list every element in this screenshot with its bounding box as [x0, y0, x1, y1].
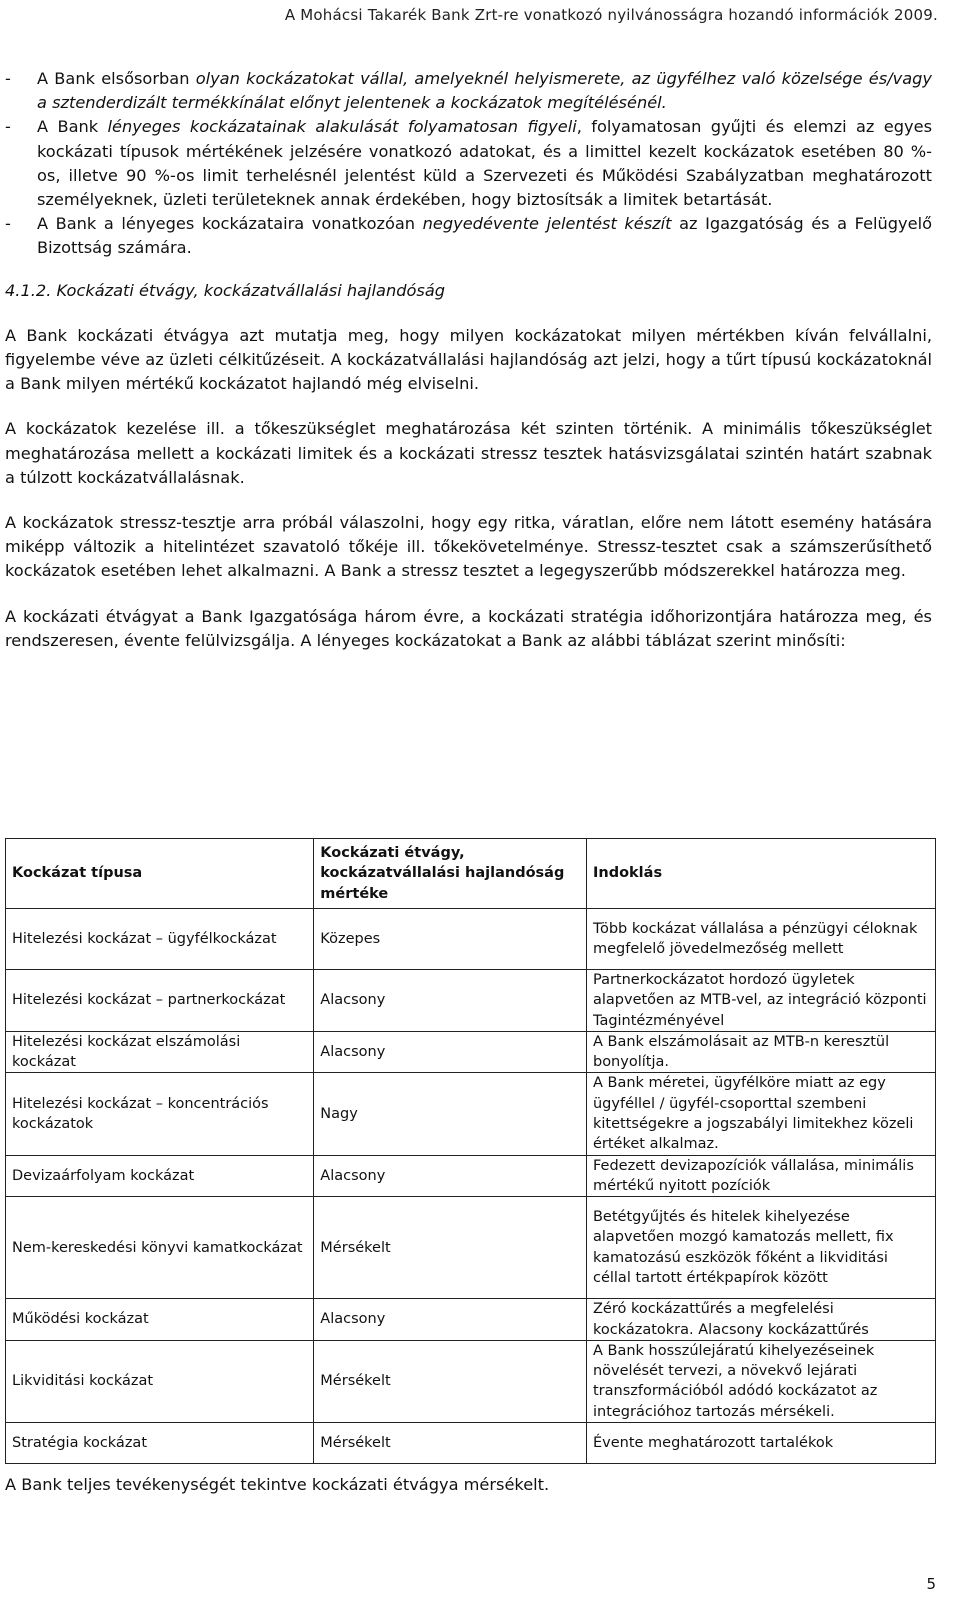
appetite-cell: Alacsony: [314, 1299, 587, 1341]
section-number: 4.1.2.: [5, 280, 52, 300]
table-row: [6, 970, 936, 1032]
reason-cell: Zéró kockázattűrés a megfelelési kockázatokra. Alacsony kockázattűrés: [586, 1299, 935, 1341]
bullet-item: [5, 115, 932, 212]
risk-type-cell: Stratégia kockázat: [6, 1423, 314, 1464]
paragraph: A kockázatok kezelése ill. a tőkeszükséglet meghatározása két szinten történik. A minimális tőkeszükséglet meghatározása mellett a kockázati limitek és a kockázati stressz tesztek hatásvizsgálatai szintén határt szabnak a túlzott kockázatvállalásnak.: [5, 419, 932, 487]
bullet-text-italic: olyan kockázatokat vállal, amelyeknél helyismerete, az ügyfélhez való közelsége és/vagy a sztenderdizált termékkínálat előnyt jelentenek a kockázatok megítélésénél.: [37, 69, 932, 113]
appetite-cell: Alacsony: [314, 1155, 587, 1197]
risk-type-cell: Hitelezési kockázat – ügyfélkockázat: [6, 909, 314, 970]
bullet-item: [5, 67, 932, 115]
bullet-dash: -: [5, 214, 11, 234]
bullet-text-plain: A Bank a lényeges kockázataira vonatkozóan: [37, 214, 423, 234]
appetite-cell: Nagy: [314, 1073, 587, 1155]
bullet-text-plain-end: , folyamatosan gyűjti és elemzi az egyes kockázati típusok mértékének jelzésére vonatkozó adatokat, és a limittel kezelt kockázatok esetében 80 %-os, illetve 90 %-os limit terhelésnél jelentést küld a Szervezeti és Működési Szabályzatban meghatározott személyeknek, üzleti területeknek annak érdekében, hogy biztosítsák a limitek betartását.: [37, 117, 933, 210]
bullet-dash: -: [5, 117, 11, 137]
risk-type-cell: Nem-kereskedési könyvi kamatkockázat: [6, 1197, 314, 1299]
risk-type-cell: Hitelezési kockázat – partnerkockázat: [6, 970, 314, 1032]
summary-text: A Bank teljes tevékenységét tekintve kockázati étvágya mérsékelt.: [5, 1475, 550, 1494]
paragraph: A kockázati étvágyat a Bank Igazgatósága három évre, a kockázati stratégia időhorizontjára határozza meg, és rendszeresen, évente felülvizsgálja. A lényeges kockázatokat a Bank az alábbi táblázat szerint minősíti:: [5, 606, 932, 650]
page-header: A Mohácsi Takarék Bank Zrt-re vonatkozó nyilvánosságra hozandó információk 2009.: [284, 6, 938, 24]
bullet-text-italic: negyedévente jelentést készít: [422, 214, 672, 234]
table-row: [6, 909, 936, 970]
bullet-text-plain: A Bank elsősorban: [37, 69, 196, 88]
bullet-text-plain-end: az Igazgatóság és a Felügyelő Bizottság számára.: [37, 214, 932, 258]
appetite-cell: Közepes: [314, 909, 587, 970]
reason-cell: Fedezett devizapozíciók vállalása, minimális mértékű nyitott pozíciók: [586, 1155, 935, 1197]
appetite-cell: Alacsony: [314, 1031, 587, 1073]
bullet-text: [37, 67, 932, 115]
table-row: [6, 1423, 936, 1464]
header-cell: Kockázati étvágy, kockázatvállalási hajlandóság mértéke: [314, 839, 587, 909]
bullet-text: [37, 115, 932, 212]
reason-cell: A Bank elszámolásait az MTB-n keresztül bonyolítja.: [586, 1031, 935, 1073]
reason-cell: Több kockázat vállalása a pénzügyi céloknak megfelelő jövedelmezőség mellett: [586, 909, 935, 970]
section-heading: [5, 279, 932, 303]
reason-cell: Partnerkockázatot hordozó ügyletek alapvetően az MTB-vel, az integráció központi Tagintézményével: [586, 970, 935, 1032]
table-row: [6, 1197, 936, 1299]
risk-type-cell: Hitelezési kockázat elszámolási kockázat: [6, 1031, 314, 1073]
bullet-text: [37, 212, 932, 260]
bullet-dash: -: [5, 69, 11, 88]
table-row: [6, 1073, 936, 1155]
risk-type-cell: Likviditási kockázat: [6, 1340, 314, 1422]
bullet-text-plain: A Bank: [37, 117, 108, 137]
header-cell: Kockázat típusa: [6, 839, 314, 909]
reason-cell: Évente meghatározott tartalékok: [586, 1423, 935, 1464]
reason-cell: A Bank hosszúlejáratú kihelyezéseinek növelését tervezi, a növekvő lejárati transzformációból adódó kockázatot az integrációhoz tartozás mérsékeli.: [586, 1340, 935, 1422]
paragraph: A Bank kockázati étvágya azt mutatja meg, hogy milyen kockázatokat milyen mértékben kíván felvállalni, figyelembe véve az üzleti célkitűzéseit. A kockázatvállalási hajlandóság azt jelzi, hogy a tűrt típusú kockázatoknál a Bank milyen mértékű kockázatot hajlandó még elviselni.: [5, 325, 932, 394]
table-header-row: [6, 839, 936, 909]
appetite-cell: Mérsékelt: [314, 1197, 587, 1299]
risk-type-cell: Működési kockázat: [6, 1299, 314, 1341]
appetite-cell: Mérsékelt: [314, 1423, 587, 1464]
bullet-item: [5, 212, 932, 260]
table-row: [6, 1299, 936, 1341]
appetite-cell: Mérsékelt: [314, 1340, 587, 1422]
section-title: Kockázati étvágy, kockázatvállalási hajlandóság: [56, 280, 446, 300]
page-number: 5: [926, 1575, 936, 1593]
reason-cell: A Bank méretei, ügyfélköre miatt az egy ügyféllel / ügyfél-csoporttal szembeni kitettségekre a jogszabályi limitekhez közeli értéket alkalmaz.: [586, 1073, 935, 1155]
document-body: [5, 67, 932, 653]
risk-type-cell: Devizaárfolyam kockázat: [6, 1155, 314, 1197]
table-row: [6, 1340, 936, 1422]
table-row: [6, 1155, 936, 1197]
paragraph: A kockázatok stressz-tesztje arra próbál válaszolni, hogy egy ritka, váratlan, előre nem látott esemény hatására miképp változik a hitelintézet szavatoló tőkéje ill. tőkekövetelménye. Stressz-tesztet csak a számszerűsíthető kockázatok esetében lehet alkalmazni. A Bank a stressz tesztet a legegyszerűbb módszerekkel határozza meg.: [5, 513, 932, 581]
appetite-cell: Alacsony: [314, 970, 587, 1032]
bullet-text-italic: lényeges kockázatainak alakulását folyamatosan figyeli: [107, 117, 577, 137]
reason-cell: Betétgyűjtés és hitelek kihelyezése alapvetően mozgó kamatozás mellett, fix kamatozású eszközök főként a likviditási céllal tartott értékpapírok között: [586, 1197, 935, 1299]
table-row: [6, 1031, 936, 1073]
risk-type-cell: Hitelezési kockázat – koncentrációs kockázatok: [6, 1073, 314, 1155]
risk-appetite-table: [5, 838, 936, 1464]
header-cell: Indoklás: [586, 839, 935, 909]
